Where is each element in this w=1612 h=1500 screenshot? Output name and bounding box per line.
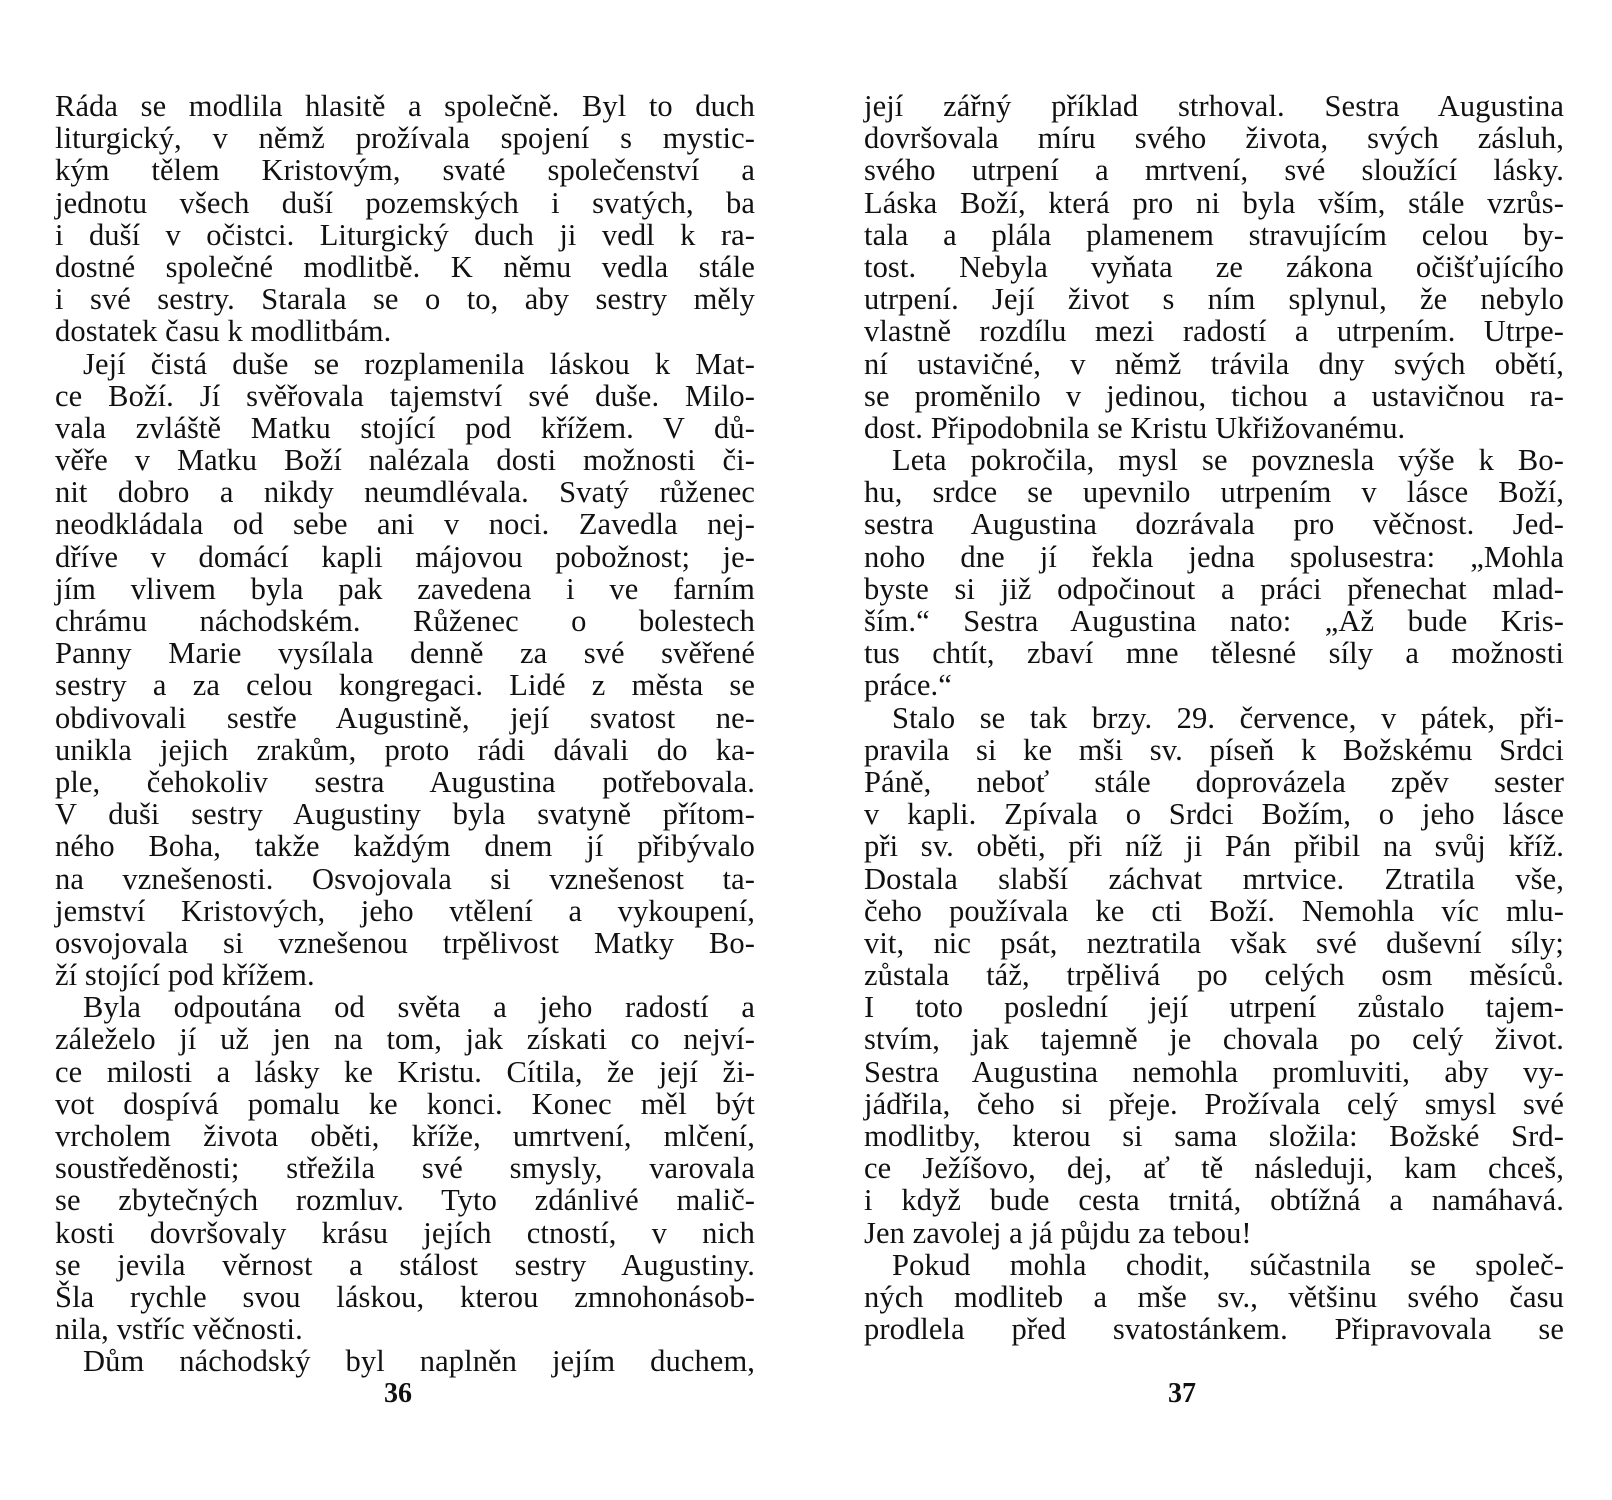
text-line: pravila si ke mši sv. píseň k Božskému Srdci (864, 732, 1564, 767)
text-line: vit, nic psát, neztratila však své duševní síly; (864, 925, 1564, 960)
text-line: unikla jejich zrakům, proto rádi dávali do ka- (55, 732, 755, 767)
text-line: utrpení. Její život s ním splynul, že nebylo (864, 282, 1564, 317)
text-line: Byla odpoutána od světa a jeho radostí a (83, 990, 755, 1025)
text-line: ného Boha, takže každým dnem jí přibývalo (55, 829, 755, 864)
text-line: kým tělem Kristovým, svaté společenství a (55, 153, 755, 188)
text-line: ží stojící pod křížem. (55, 958, 315, 993)
text-line: V duši sestry Augustiny byla svatyně přítom- (55, 797, 755, 832)
text-line: Dostala slabší záchvat mrtvice. Ztratila vše, (864, 861, 1564, 896)
text-line: dříve v domácí kapli májovou pobožnost; je- (55, 539, 755, 574)
text-line: liturgický, v němž prožívala spojení s mystic- (55, 121, 755, 156)
text-line: zůstala táž, trpělivá po celých osm měsíců. (864, 958, 1564, 993)
text-line: Stalo se tak brzy. 29. července, v pátek, při- (892, 700, 1564, 735)
text-line: i své sestry. Starala se o to, aby sestry měly (55, 282, 755, 317)
text-line: tus chtít, zbaví mne tělesné síly a možnosti (864, 636, 1564, 671)
text-line: tost. Nebyla vyňata ze zákona očišťujícího (864, 249, 1564, 284)
text-line: jím vlivem byla pak zavedena i ve farním (55, 571, 755, 606)
right-page-number: 37 (1168, 1378, 1196, 1409)
text-line: vala zvláště Matku stojící pod křížem. V dů- (55, 410, 755, 445)
text-line: osvojovala si vznešenou trpělivost Matky Bo- (55, 925, 755, 960)
text-line: dostatek času k modlitbám. (55, 314, 392, 349)
text-line: soustředěnosti; střežila své smysly, varovala (55, 1151, 755, 1186)
text-line: Šla rychle svou láskou, kterou zmnohonásob- (55, 1279, 755, 1314)
text-line: sestry a za celou kongregaci. Lidé z města se (55, 668, 755, 703)
text-line: dostné společné modlitbě. K němu vedla stále (55, 249, 755, 284)
text-line: hu, srdce se upevnilo utrpením v lásce Boží, (864, 475, 1564, 510)
text-line: svého utrpení a mrtvení, své sloužící lásky. (864, 153, 1564, 188)
right-page (806, 0, 1612, 1500)
text-line: Leta pokročila, mysl se povznesla výše k Bo- (892, 443, 1564, 478)
text-line: vot dospívá pomalu ke konci. Konec měl být (55, 1086, 755, 1121)
text-line: i když bude cesta trnitá, obtížná a namáhavá. (864, 1183, 1564, 1218)
text-line: Sestra Augustina nemohla promluviti, aby vy- (864, 1054, 1564, 1089)
text-line: neodkládala od sebe ani v noci. Zavedla nej- (55, 507, 755, 542)
text-line: nit dobro a nikdy neumdlévala. Svatý růženec (55, 475, 755, 510)
text-line: Panny Marie vysílala denně za své svěřené (55, 636, 755, 671)
text-line: Láska Boží, která pro ni byla vším, stále vzrůs- (864, 185, 1564, 220)
text-line: ce Ježíšovo, dej, ať tě následuji, kam chceš, (864, 1151, 1564, 1186)
text-line: záleželo jí už jen na tom, jak získati co nejví- (55, 1022, 755, 1057)
text-line: dovršovala míru svého života, svých zásluh, (864, 121, 1564, 156)
text-line: i duší v očistci. Liturgický duch ji vedl k ra- (55, 217, 755, 252)
text-line: I toto poslední její utrpení zůstalo tajem- (864, 990, 1564, 1025)
text-line: sestra Augustina dozrávala pro věčnost. Jed- (864, 507, 1564, 542)
text-line: obdivovali sestře Augustině, její svatost ne- (55, 700, 755, 735)
text-line: při sv. oběti, při níž ji Pán přibil na svůj kříž. (864, 829, 1564, 864)
text-line: věře v Matku Boží nalézala dosti možnosti či- (55, 443, 755, 478)
text-line: Ráda se modlila hlasitě a společně. Byl to duch (55, 89, 755, 123)
text-line: práce.“ (864, 668, 952, 703)
text-line: nila, vstříc věčnosti. (55, 1312, 303, 1347)
left-page-text (55, 90, 755, 1378)
left-page-number: 36 (384, 1378, 412, 1409)
text-line: byste si již odpočinout a práci přenechat mlad- (864, 571, 1564, 606)
text-line: se jevila věrnost a stálost sestry Augustiny. (55, 1247, 755, 1282)
text-line: jednotu všech duší pozemských i svatých, ba (55, 185, 755, 220)
text-line: čeho používala ke cti Boží. Nemohla víc mlu- (864, 893, 1564, 928)
text-line: ple, čehokoliv sestra Augustina potřebovala. (55, 764, 755, 799)
right-page-text (864, 90, 1564, 1345)
text-line: prodlela před svatostánkem. Připravovala se (864, 1312, 1564, 1347)
text-line: Jen zavolej a já půjdu za tebou! (864, 1215, 1252, 1250)
text-line: modlitby, kterou si sama složila: Božské Srd- (864, 1119, 1564, 1153)
text-line: kosti dovršovaly krásu jejích ctností, v nich (55, 1215, 755, 1250)
text-line: Dům náchodský byl naplněn jejím duchem, (83, 1344, 755, 1379)
text-line: jemství Kristových, jeho vtělení a vykoupení, (55, 893, 755, 928)
text-line: Pokud mohla chodit, súčastnila se společ- (892, 1247, 1564, 1282)
text-line: ce milosti a lásky ke Kristu. Cítila, že její ži- (55, 1054, 755, 1089)
text-line: vlastně rozdílu mezi radostí a utrpením. Utrpe- (864, 314, 1564, 349)
text-line: dost. Připodobnila se Kristu Ukřižovanému. (864, 410, 1406, 445)
text-line: jádřila, čeho si přeje. Prožívala celý smysl své (864, 1086, 1564, 1121)
text-line: tala a plála plamenem stravujícím celou by- (864, 217, 1564, 252)
text-line: noho dne jí řekla jedna spolusestra: „Mohla (864, 539, 1564, 574)
text-line: ných modliteb a mše sv., většinu svého času (864, 1279, 1564, 1314)
text-line: na vznešenosti. Osvojovala si vznešenost ta- (55, 861, 755, 896)
text-line: ším.“ Sestra Augustina nato: „Až bude Kris- (864, 604, 1564, 638)
text-line: se zbytečných rozmluv. Tyto zdánlivé malič- (55, 1183, 755, 1218)
text-line: stvím, jak tajemně je chovala po celý život. (864, 1022, 1564, 1057)
text-line: chrámu náchodském. Růženec o bolestech (55, 604, 755, 638)
text-line: v kapli. Zpívala o Srdci Božím, o jeho lásce (864, 797, 1564, 832)
text-line: její zářný příklad strhoval. Sestra Augustina (864, 89, 1564, 123)
text-line: ní ustavičné, v němž trávila dny svých obětí, (864, 346, 1564, 381)
text-line: se proměnilo v jedinou, tichou a ustavičnou ra- (864, 378, 1564, 413)
text-line: ce Boží. Jí svěřovala tajemství své duše. Milo- (55, 378, 755, 413)
text-line: Její čistá duše se rozplamenila láskou k Mat- (83, 346, 755, 381)
text-line: vrcholem života oběti, kříže, umrtvení, mlčení, (55, 1119, 755, 1153)
text-line: Páně, neboť stále doprovázela zpěv sester (864, 764, 1564, 799)
